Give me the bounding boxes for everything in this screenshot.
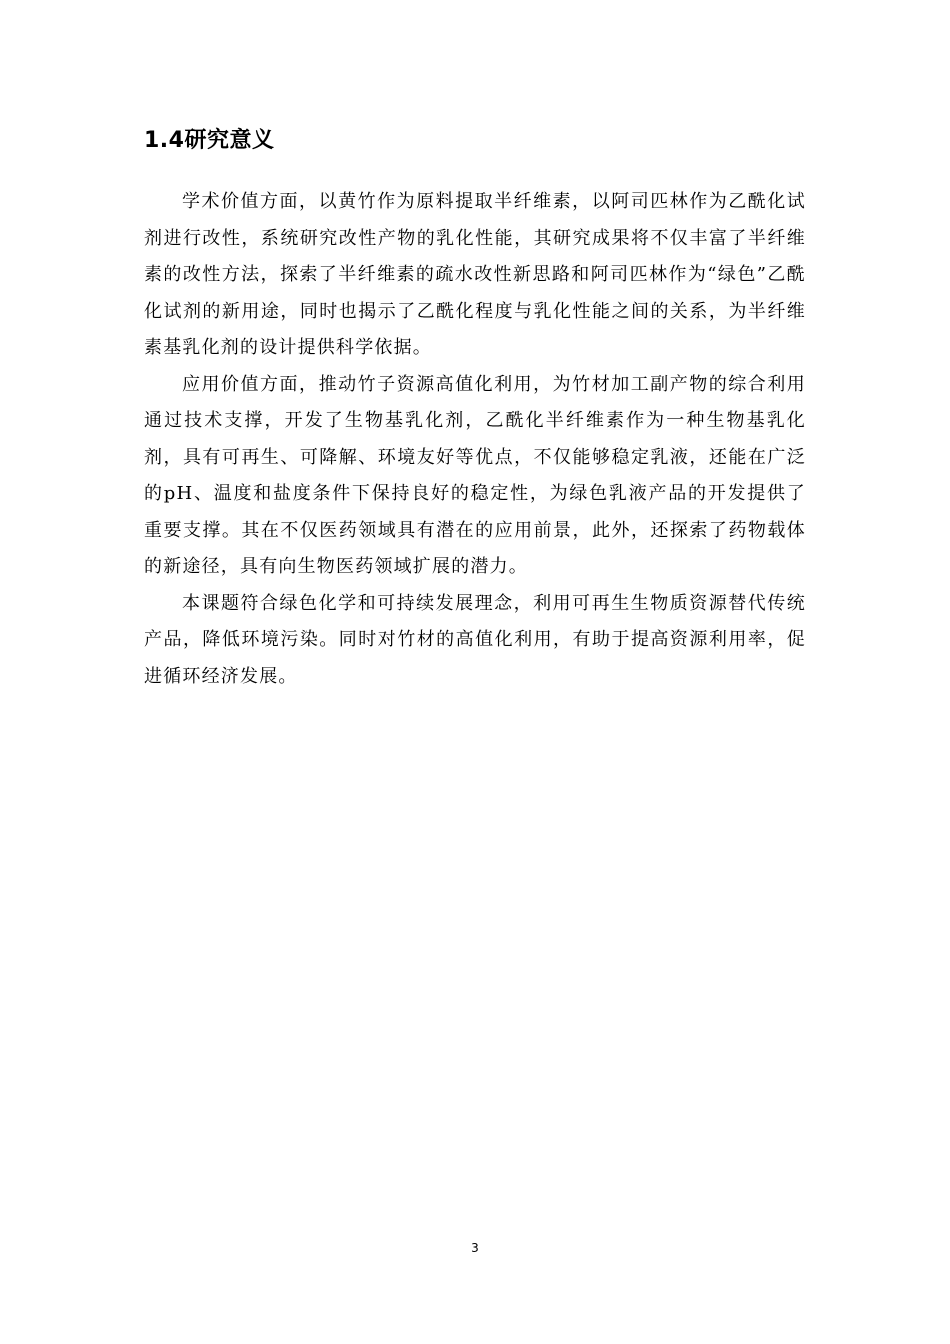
paragraph-academic-value: 学术价值方面，以黄竹作为原料提取半纤维素，以阿司匹林作为乙酰化试剂进行改性，系统研究改性产物的乳化性能，其研究成果将不仅丰富了半纤维素的改性方法，探索了半纤维素的疏水改性新思路和阿司匹林作为“绿色”乙酰化试剂的新用途，同时也揭示了乙酰化程度与乳化性能之间的关系，为半纤维素基乳化剂的设计提供科学依据。 bbox=[144, 191, 806, 358]
section-heading: 1.4研究意义 bbox=[144, 128, 275, 153]
paragraph-application-value: 应用价值方面，推动竹子资源高值化利用，为竹材加工副产物的综合利用通过技术支撑，开发了生物基乳化剂，乙酰化半纤维素作为一种生物基乳化剂，具有可再生、可降解、环境友好等优点，不仅能够稳定乳液，还能在广泛的pH、温度和盐度条件下保持良好的稳定性，为绿色乳液产品的开发提供了重要支撑。其在不仅医药领域具有潜在的应用前景，此外，还探索了药物载体的新途径，具有向生物医药领域扩展的潜力。 bbox=[144, 373, 806, 577]
page-number: 3 bbox=[471, 1241, 479, 1255]
paragraph-green-chemistry: 本课题符合绿色化学和可持续发展理念，利用可再生生物质资源替代传统产品，降低环境污染。同时对竹材的高值化利用，有助于提高资源利用率，促进循环经济发展。 bbox=[144, 592, 806, 687]
body-text bbox=[144, 184, 806, 695]
